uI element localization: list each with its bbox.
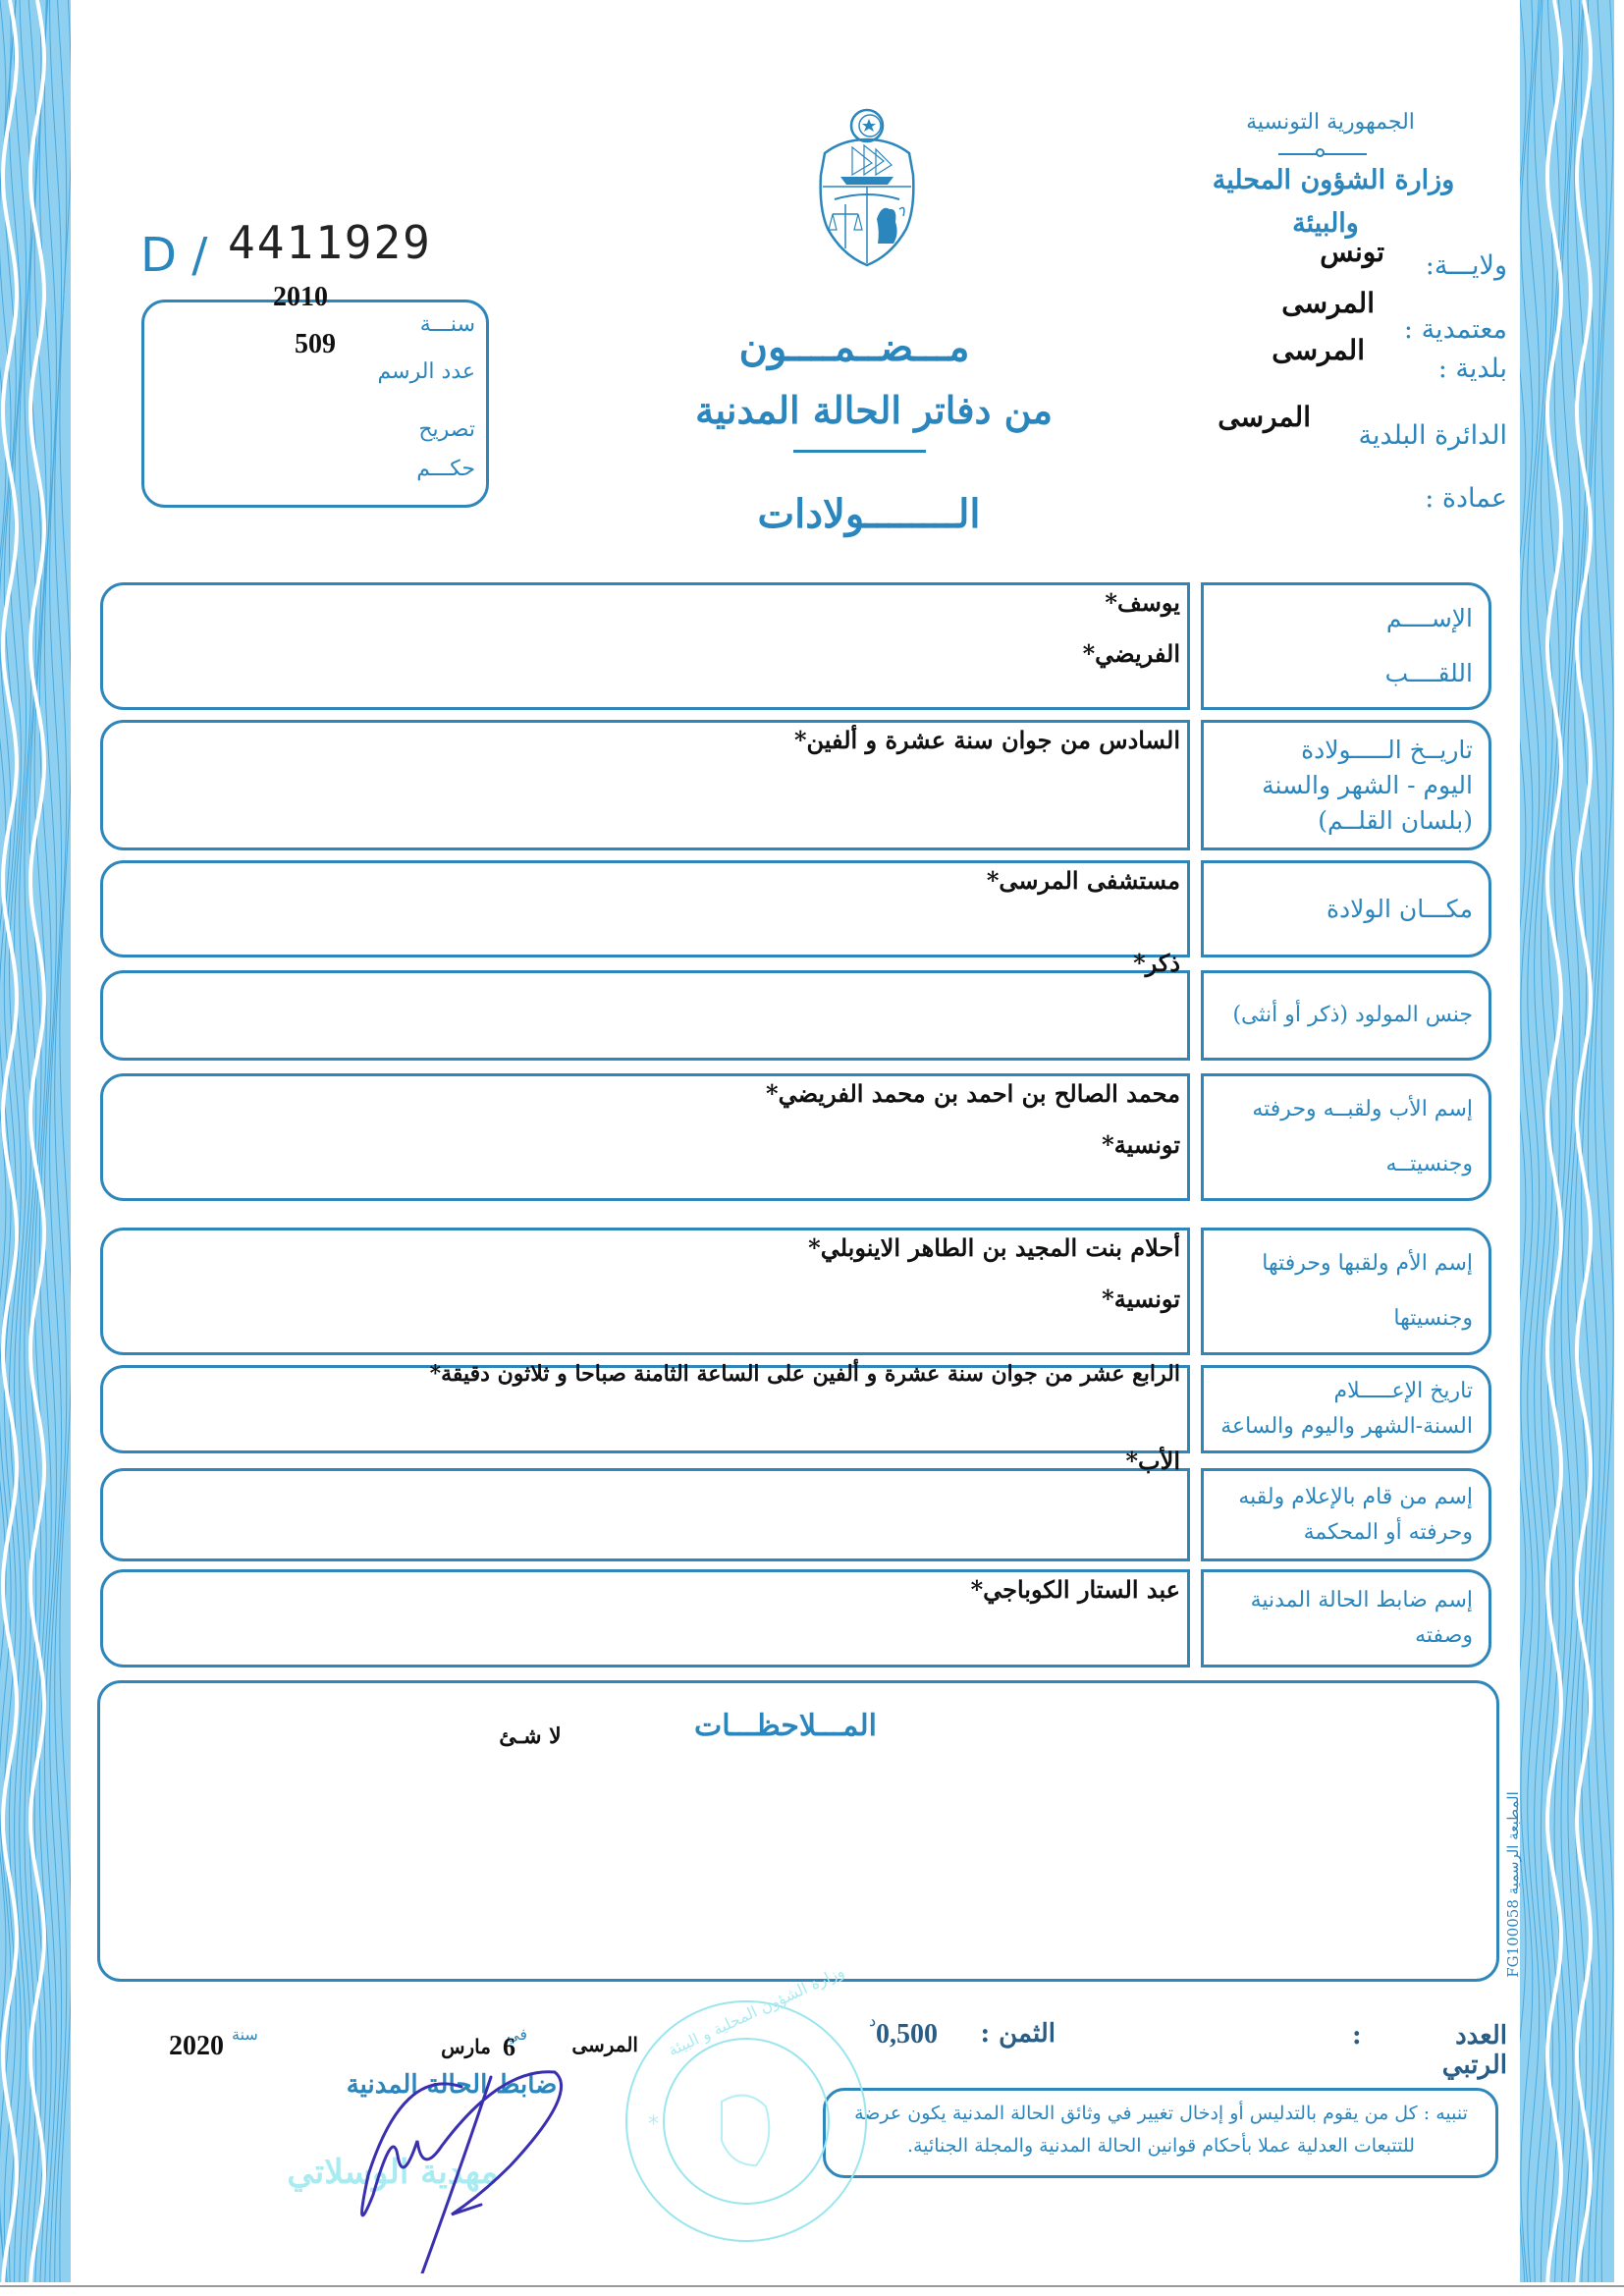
footer-serial-label: العدد الرتبي <box>1441 2021 1507 2080</box>
footer-place: المرسى <box>571 2033 638 2056</box>
republic-heading: الجمهورية التونسية <box>1246 110 1415 135</box>
omada-label: عمادة : <box>1425 483 1507 514</box>
serial-prefix: D / <box>140 228 208 283</box>
district-value: المرسى <box>1218 401 1311 433</box>
footer-price-label: الثمن : <box>980 2019 1056 2049</box>
field-birth-date-value: السادس من جوان سنة عشرة و ألفين* <box>793 726 1180 754</box>
municipality-label: بلدية : <box>1437 354 1507 384</box>
footer-in-label: في <box>507 2025 527 2044</box>
printer-code: المطبعة الرسمية FG100058 <box>1504 1791 1522 1978</box>
field-father-label: وجنسيتــه <box>1385 1152 1473 1176</box>
field-declarant-value-box <box>100 1468 1190 1561</box>
wilaya-value: تونس <box>1320 236 1384 268</box>
registry-judgment-label: حكـــم <box>416 457 475 481</box>
ministry-heading-line2: والبيئة <box>1292 208 1359 239</box>
field-sex-value-box <box>100 970 1190 1061</box>
delegation-value: المرسى <box>1281 287 1375 319</box>
field-civil-officer-label: وصفته <box>1415 1623 1473 1648</box>
field-birth-date-label: اليوم - الشهر والسنة <box>1262 770 1473 799</box>
field-name-value: يوسف* <box>1105 588 1180 617</box>
municipality-value: المرسى <box>1272 334 1365 366</box>
footer-year-value: 2020 <box>169 2031 224 2061</box>
title-civil-registers: من دفاتر الحالة المدنية <box>695 388 1053 432</box>
officer-title: ضابط الحالة المدنية <box>346 2070 558 2100</box>
svg-text:*: * <box>648 2112 659 2137</box>
remarks-label: المـــلاحظـــات <box>694 1709 877 1743</box>
field-mother-value: تونسية* <box>1102 1285 1180 1313</box>
field-sex-value: ذكر* <box>1133 949 1180 977</box>
stamp-text: وزارة الشؤون المحلية و البيئة <box>665 1961 847 2060</box>
registry-declaration-label: تصريح <box>418 417 475 442</box>
field-declarant-label: إسم من قام بالإعلام ولقبه <box>1238 1484 1473 1509</box>
footer-day: 6 <box>503 2033 515 2061</box>
field-birth-place-value: مستشفى المرسى* <box>986 866 1180 895</box>
footer-price-value: 0,500 <box>876 2019 938 2050</box>
serial-number: 4411929 <box>228 216 432 269</box>
footer-serial-colon: : <box>1352 2021 1362 2050</box>
field-declaration-date-label: تاريخ الإعـــــلام <box>1333 1379 1473 1403</box>
registry-year-value: 2010 <box>273 282 328 312</box>
field-declarant-value: الأب* <box>1125 1447 1180 1475</box>
registry-act-number-label: عدد الرسم <box>377 359 475 384</box>
signature <box>285 2048 569 2273</box>
remarks-value: لا شـئ <box>499 1723 562 1749</box>
field-birth-date-label: تاريــخ الـــــولادة <box>1301 735 1473 764</box>
field-father-value: محمد الصالح بن احمد بن محمد الفريضي* <box>766 1079 1180 1108</box>
official-stamp <box>619 1961 877 2249</box>
title-extract: مـــضــمــــون <box>738 324 970 370</box>
left-security-border <box>0 0 71 2282</box>
field-birth-date-label: (بلسان القلــم) <box>1318 805 1473 835</box>
field-civil-officer-label: إسم ضابط الحالة المدنية <box>1250 1588 1473 1613</box>
field-civil-officer-value: عبد الستار الكوباجي* <box>970 1575 1180 1604</box>
tunisia-coat-of-arms-icon <box>813 106 921 273</box>
registry-year-label: سنـــة <box>419 312 475 337</box>
title-underline <box>793 450 926 453</box>
page-bottom-edge <box>0 2285 1624 2287</box>
field-sex-label: جنس المولود (ذكر أو أنثى) <box>1232 1003 1473 1027</box>
footer-month: مارس <box>441 2035 491 2058</box>
right-security-border <box>1520 0 1614 2282</box>
wilaya-label: ولايـــة: <box>1425 250 1507 281</box>
registry-act-number-value: 509 <box>295 329 336 359</box>
ministry-heading-line1: وزارة الشؤون المحلية <box>1212 165 1455 195</box>
field-name-label: الإســــم <box>1385 604 1473 632</box>
field-mother-label: إسم الأم ولقبها وحرفتها <box>1262 1251 1473 1276</box>
field-mother-label: وجنسيتها <box>1393 1306 1473 1331</box>
field-declarant-label: وحرفته أو المحكمة <box>1303 1519 1473 1545</box>
field-declaration-date-value: الرابع عشر من جوان سنة عشرة و ألفين على الساعة الثامنة صباحا و ثلاثون دقيقة* <box>429 1361 1180 1387</box>
officer-name-stamp: مهدية الوسلاتي <box>287 2153 499 2192</box>
delegation-label: معتمدية : <box>1403 314 1507 345</box>
footer-price-unit: د <box>869 2011 877 2030</box>
title-births: الــــــــولادات <box>757 491 981 537</box>
header-divider-dot <box>1316 148 1325 157</box>
field-name-label: اللقــــب <box>1384 659 1473 687</box>
field-mother-value: أحلام بنت المجيد بن الطاهر الاينوبلي* <box>808 1233 1180 1262</box>
district-label: الدائرة البلدية <box>1358 420 1507 451</box>
field-birth-place-label: مكـــان الولادة <box>1326 895 1473 923</box>
field-name-value: الفريضي* <box>1082 639 1180 668</box>
warning-text: تنبيه : كل من يقوم بالتدليس أو إدخال تغيير في وثائق الحالة المدنية يكون عرضة للتتبعات العدلية عملا بأحكام قوانين الحالة المدنية والمجلة الجنائية. <box>854 2103 1468 2157</box>
field-father-label: إسم الأب ولقبــه وحرفته <box>1252 1097 1473 1121</box>
footer-year-label: سنة <box>232 2025 258 2044</box>
field-declaration-date-label: السنة-الشهر واليوم والساعة <box>1220 1414 1473 1439</box>
field-father-value: تونسية* <box>1102 1130 1180 1159</box>
